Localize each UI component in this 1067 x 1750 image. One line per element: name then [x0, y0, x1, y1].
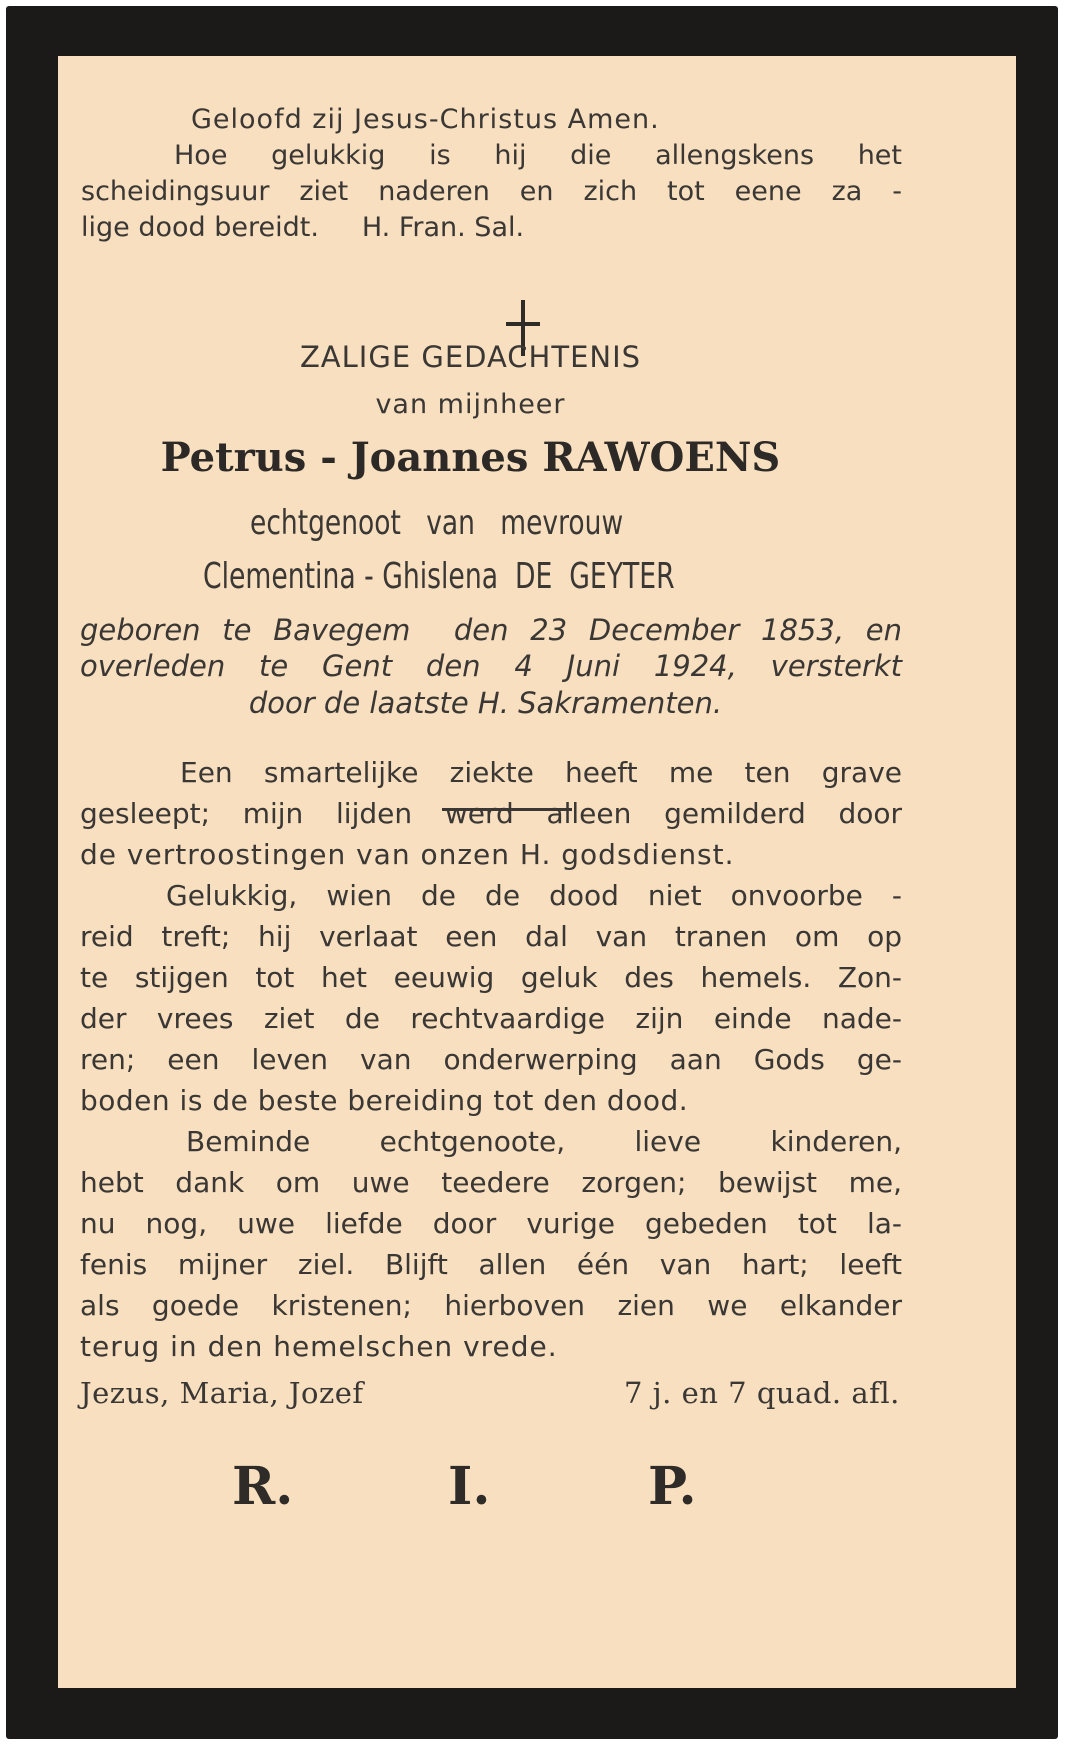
body-line-8: ren; een leven van onderwerping aan Gods ge-	[80, 1043, 902, 1076]
honorific: van mijnheer	[375, 389, 566, 420]
indulgence: 7 j. en 7 quad. afl.	[624, 1376, 900, 1410]
body-line-2: gesleept; mijn lijden werd alleen gemilderd door	[80, 797, 902, 830]
body-line-3: de vertroostingen van onzen H. godsdienst.	[80, 838, 735, 871]
rip-letter-i: I.	[448, 1456, 491, 1517]
rip-letter-p: P.	[648, 1456, 697, 1517]
body-line-13: fenis mijner ziel. Blijft allen één van hart; leeft	[80, 1248, 902, 1281]
body-line-7: der vrees ziet de rechtvaardige zijn einde nade-	[80, 1002, 902, 1035]
body-line-14: als goede kristenen; hierboven zien we elkander	[80, 1289, 902, 1322]
body-line-12: nu nog, uwe liefde door vurige gebeden tot la-	[80, 1207, 902, 1240]
spouse-name: Clementina - Ghislena DE GEYTER	[203, 556, 675, 597]
memorial-card	[6, 6, 1058, 1739]
dates-line-1: geboren te Bavegem den 23 December 1853, en	[80, 613, 902, 647]
body-line-10: Beminde echtgenoote, lieve kinderen,	[186, 1125, 902, 1158]
body-line-4: Gelukkig, wien de de dood niet onvoorbe -	[166, 879, 902, 912]
card-paper	[58, 56, 1016, 1688]
spouse-intro: echtgenoot van mevrouw	[250, 503, 624, 543]
quote-line-2: scheidingsuur ziet naderen en zich tot eene za -	[81, 176, 902, 207]
dates-line-2: overleden te Gent den 4 Juni 1924, versterkt	[80, 649, 902, 683]
heading: ZALIGE GEDACHTENIS	[299, 340, 642, 374]
rip-letter-r: R.	[232, 1456, 294, 1517]
body-line-15: terug in den hemelschen vrede.	[80, 1330, 558, 1363]
body-line-9: boden is de beste bereiding tot den dood.	[80, 1084, 689, 1117]
quote-line-3: lige dood bereidt. H. Fran. Sal.	[81, 212, 525, 243]
body-line-6: te stijgen tot het eeuwig geluk des hemels. Zon-	[80, 961, 902, 994]
body-line-5: reid treft; hij verlaat een dal van tranen om op	[80, 920, 902, 953]
dates-line-3: door de laatste H. Sakramenten.	[248, 686, 723, 720]
body-line-11: hebt dank om uwe teedere zorgen; bewijst me,	[80, 1166, 902, 1199]
motto: Geloofd zij Jesus-Christus Amen.	[191, 104, 660, 135]
invocation: Jezus, Maria, Jozef	[80, 1376, 364, 1410]
quote-line-1: Hoe gelukkig is hij die allengskens het	[174, 140, 902, 171]
body-line-1: Een smartelijke ziekte heeft me ten grave	[180, 756, 902, 789]
deceased-name: Petrus - Joannes RAWOENS	[160, 434, 781, 481]
